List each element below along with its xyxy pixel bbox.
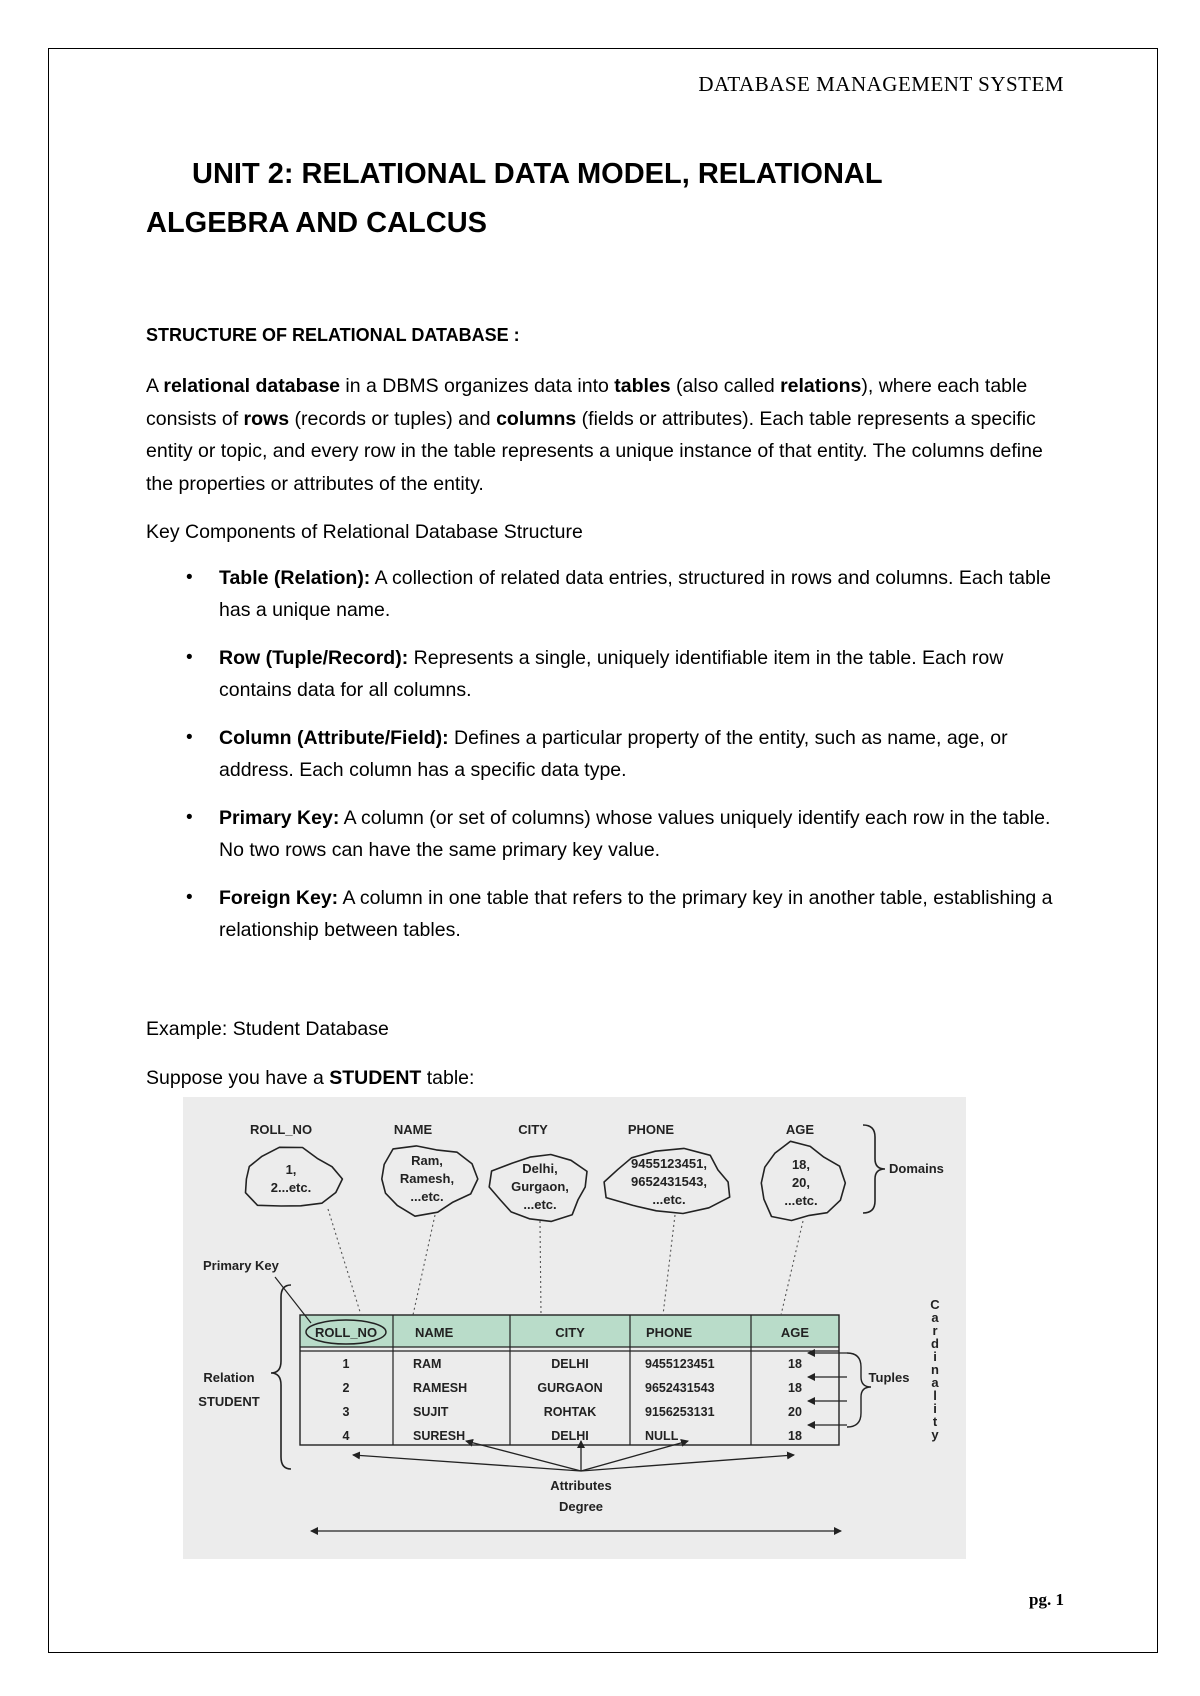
domain-value: 9652431543,	[631, 1174, 707, 1189]
table-header-cell: CITY	[555, 1325, 585, 1340]
domain-value: Gurgaon,	[511, 1179, 569, 1194]
table-cell: ROHTAK	[543, 1405, 597, 1419]
domain-value: 9455123451,	[631, 1156, 707, 1171]
table-cell: SUJIT	[413, 1405, 449, 1419]
list-item: • Row (Tuple/Record): Represents a single, uniquely identifiable item in the table. Each row contains data for all columns.	[186, 647, 1004, 701]
example-title: Example: Student Database	[146, 1018, 389, 1040]
table-cell: NULL	[645, 1429, 679, 1443]
list-item: • Table (Relation): A collection of related data entries, structured in rows and columns. Each table has a unique name.	[186, 567, 1052, 621]
domain-value: 1,	[285, 1162, 297, 1177]
table-cell: RAMESH	[413, 1381, 468, 1395]
domains-brace	[863, 1125, 885, 1213]
table-cell: DELHI	[551, 1429, 589, 1443]
intro-paragraph: A relational database in a DBMS organizes data into tables (also called relations), where each table consists of rows (records or tuples) and columns (fields or attributes). Each table represents a specific entity or topic, and every row in the table represents a unique instance of that entity. The columns define the properties or attributes of the entity.	[146, 375, 1043, 495]
domain-label: AGE	[785, 1122, 815, 1137]
cardinality-letter: i	[933, 1349, 937, 1364]
domain-connector	[540, 1221, 541, 1315]
running-header: DATABASE MANAGEMENT SYSTEM	[698, 72, 1064, 96]
tuples-brace	[847, 1353, 871, 1427]
domain-label: CITY	[518, 1122, 548, 1137]
domain-value: ...etc.	[523, 1197, 557, 1212]
table-cell: 2	[342, 1381, 350, 1395]
cardinality-letter: a	[931, 1310, 939, 1325]
section-heading: STRUCTURE OF RELATIONAL DATABASE :	[146, 325, 520, 345]
relation-label: STUDENT	[198, 1394, 260, 1409]
domain-value: Ramesh,	[399, 1171, 455, 1186]
example-intro: Suppose you have a STUDENT table:	[146, 1067, 475, 1089]
title-line-2: ALGEBRA AND CALCUS	[146, 207, 488, 239]
page-number: pg. 1	[1029, 1590, 1064, 1609]
tuples-label: Tuples	[868, 1370, 910, 1385]
cardinality-letter: t	[932, 1414, 938, 1429]
table-cell: 4	[342, 1429, 350, 1443]
relation-brace	[271, 1285, 291, 1469]
domain-value: 18,	[791, 1157, 811, 1172]
table-cell: DELHI	[551, 1357, 589, 1371]
table-cell: RAM	[413, 1357, 442, 1371]
domain-label: PHONE	[627, 1122, 675, 1137]
table-cell: 3	[342, 1405, 350, 1419]
attribute-arrow	[581, 1455, 794, 1471]
domain-value: ...etc.	[784, 1193, 818, 1208]
components-list	[146, 562, 1066, 962]
table-header-cell: ROLL_NO	[314, 1325, 378, 1340]
list-item: • Foreign Key: A column in one table that refers to the primary key in another table, establishing a relationship between tables.	[186, 887, 1053, 941]
relation-diagram-svg	[183, 1097, 966, 1559]
relation-label: Relation	[203, 1370, 255, 1385]
table-cell: 9652431543	[645, 1381, 715, 1395]
domain-label: ROLL_NO	[249, 1122, 313, 1137]
cardinality-letter: r	[932, 1323, 938, 1338]
domain-value: 20,	[791, 1175, 811, 1190]
table-cell: GURGAON	[537, 1381, 603, 1395]
cardinality-letter: C	[930, 1297, 940, 1312]
table-header-cell: NAME	[415, 1325, 454, 1340]
table-cell: 18	[788, 1429, 802, 1443]
table-header-cell: PHONE	[646, 1325, 693, 1340]
table-cell: 9156253131	[645, 1405, 715, 1419]
page-title	[146, 150, 1046, 248]
cardinality-letter: d	[931, 1336, 939, 1351]
domain-connector	[781, 1221, 803, 1315]
table-cell: 9455123451	[645, 1357, 715, 1371]
domain-value: ...etc.	[652, 1192, 686, 1207]
list-item: • Column (Attribute/Field): Defines a particular property of the entity, such as name, age, or address. Each column has a specific data type.	[186, 727, 1008, 781]
table-cell: 20	[788, 1405, 802, 1419]
primary-key-label: Primary Key	[203, 1258, 279, 1273]
attribute-arrow	[353, 1455, 581, 1471]
cardinality-letter: l	[933, 1388, 937, 1403]
cardinality-letter: n	[931, 1362, 939, 1377]
table-cell: SURESH	[413, 1429, 466, 1443]
relation-diagram	[183, 1097, 966, 1559]
attributes-label: Attributes	[550, 1478, 612, 1493]
cardinality-letter: a	[931, 1375, 939, 1390]
domain-value: 2...etc.	[270, 1180, 312, 1195]
table-cell: 18	[788, 1357, 802, 1371]
degree-label: Degree	[558, 1499, 604, 1514]
domain-value: Delhi,	[522, 1161, 558, 1176]
domain-label: NAME	[393, 1122, 433, 1137]
domains-label: Domains	[889, 1161, 944, 1176]
domain-connector	[328, 1209, 361, 1315]
table-header-cell: AGE	[780, 1325, 810, 1340]
title-line-1: UNIT 2: RELATIONAL DATA MODEL, RELATIONAL	[192, 158, 883, 190]
table-cell: 1	[342, 1357, 350, 1371]
domain-value: Ram,	[411, 1153, 443, 1168]
cardinality-letter: i	[933, 1401, 937, 1416]
cardinality-letter: y	[931, 1427, 939, 1442]
list-item: • Primary Key: A column (or set of columns) whose values uniquely identify each row in the table. No two rows can have the same primary key value.	[186, 807, 1051, 861]
key-components-heading: Key Components of Relational Database Structure	[146, 521, 583, 543]
domain-connector	[663, 1215, 675, 1315]
table-cell: 18	[788, 1381, 802, 1395]
domain-connector	[413, 1215, 435, 1315]
domain-value: ...etc.	[410, 1189, 444, 1204]
